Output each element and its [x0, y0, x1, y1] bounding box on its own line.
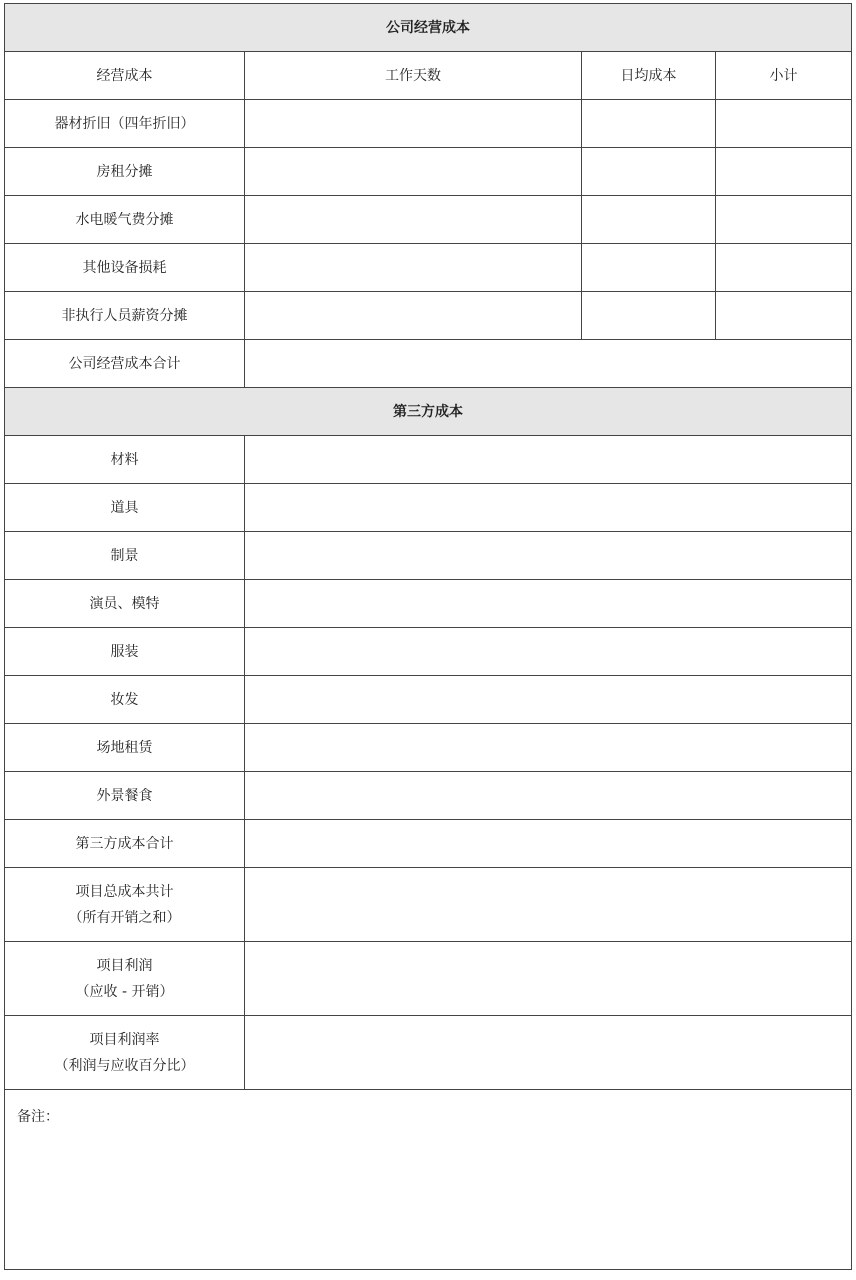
label-line-2: （所有开销之和）: [68, 909, 181, 926]
row-label-project-total-cost: [5, 868, 245, 942]
cell-working-days[interactable]: [245, 148, 582, 196]
row-label-staff-salary-share: 非执行人员薪资分摊: [5, 292, 245, 340]
header-daily-cost: 日均成本: [582, 52, 716, 100]
row-label-equipment-wear: 其他设备损耗: [5, 244, 245, 292]
row-label-makeup-hair: 妆发: [5, 676, 245, 724]
company-cost-section-header: 公司经营成本: [5, 4, 852, 52]
cell-subtotal[interactable]: [716, 100, 852, 148]
row-label-costumes: 服装: [5, 628, 245, 676]
cell-daily-cost[interactable]: [582, 148, 716, 196]
cell-daily-cost[interactable]: [582, 292, 716, 340]
cell-daily-cost[interactable]: [582, 244, 716, 292]
cell-value[interactable]: [245, 724, 852, 772]
cell-third-party-total[interactable]: [245, 820, 852, 868]
header-operating-cost: 经营成本: [5, 52, 245, 100]
row-label-project-profit-rate: [5, 1016, 245, 1090]
cell-project-profit-rate[interactable]: [245, 1016, 852, 1090]
row-label-location-catering: 外景餐食: [5, 772, 245, 820]
row-label-props: 道具: [5, 484, 245, 532]
cell-subtotal[interactable]: [716, 196, 852, 244]
label-line-1: 项目总成本共计: [75, 883, 174, 900]
cell-value[interactable]: [245, 628, 852, 676]
label-line-1: 项目利润率: [89, 1031, 160, 1048]
cell-working-days[interactable]: [245, 196, 582, 244]
cell-working-days[interactable]: [245, 244, 582, 292]
row-label-project-profit: [5, 942, 245, 1016]
cell-company-cost-total[interactable]: [245, 340, 852, 388]
notes-area[interactable]: [5, 1090, 852, 1270]
header-working-days: 工作天数: [245, 52, 582, 100]
row-label-utilities-share: 水电暖气费分摊: [5, 196, 245, 244]
cell-project-profit[interactable]: [245, 942, 852, 1016]
cell-subtotal[interactable]: [716, 148, 852, 196]
row-label-company-cost-total: 公司经营成本合计: [5, 340, 245, 388]
cell-value[interactable]: [245, 676, 852, 724]
cell-value[interactable]: [245, 436, 852, 484]
cell-subtotal[interactable]: [716, 244, 852, 292]
cell-subtotal[interactable]: [716, 292, 852, 340]
cell-daily-cost[interactable]: [582, 100, 716, 148]
cell-value[interactable]: [245, 580, 852, 628]
label-line-1: 项目利润: [96, 957, 153, 974]
row-label-actors-models: 演员、模特: [5, 580, 245, 628]
third-party-section-header: 第三方成本: [5, 388, 852, 436]
cell-project-total-cost[interactable]: [245, 868, 852, 942]
cell-working-days[interactable]: [245, 292, 582, 340]
cost-sheet-table: [4, 3, 852, 1270]
label-line-2: （应收 - 开销）: [75, 983, 174, 1000]
cell-working-days[interactable]: [245, 100, 582, 148]
cell-value[interactable]: [245, 532, 852, 580]
header-subtotal: 小计: [716, 52, 852, 100]
row-label-materials: 材料: [5, 436, 245, 484]
row-label-set-building: 制景: [5, 532, 245, 580]
cell-daily-cost[interactable]: [582, 196, 716, 244]
cell-value[interactable]: [245, 772, 852, 820]
row-label-equipment-depreciation: 器材折旧（四年折旧）: [5, 100, 245, 148]
label-line-2: （利润与应收百分比）: [54, 1057, 195, 1074]
notes-label: 备注：: [17, 1109, 59, 1125]
cell-value[interactable]: [245, 484, 852, 532]
row-label-rent-share: 房租分摊: [5, 148, 245, 196]
row-label-venue-rental: 场地租赁: [5, 724, 245, 772]
row-label-third-party-total: 第三方成本合计: [5, 820, 245, 868]
